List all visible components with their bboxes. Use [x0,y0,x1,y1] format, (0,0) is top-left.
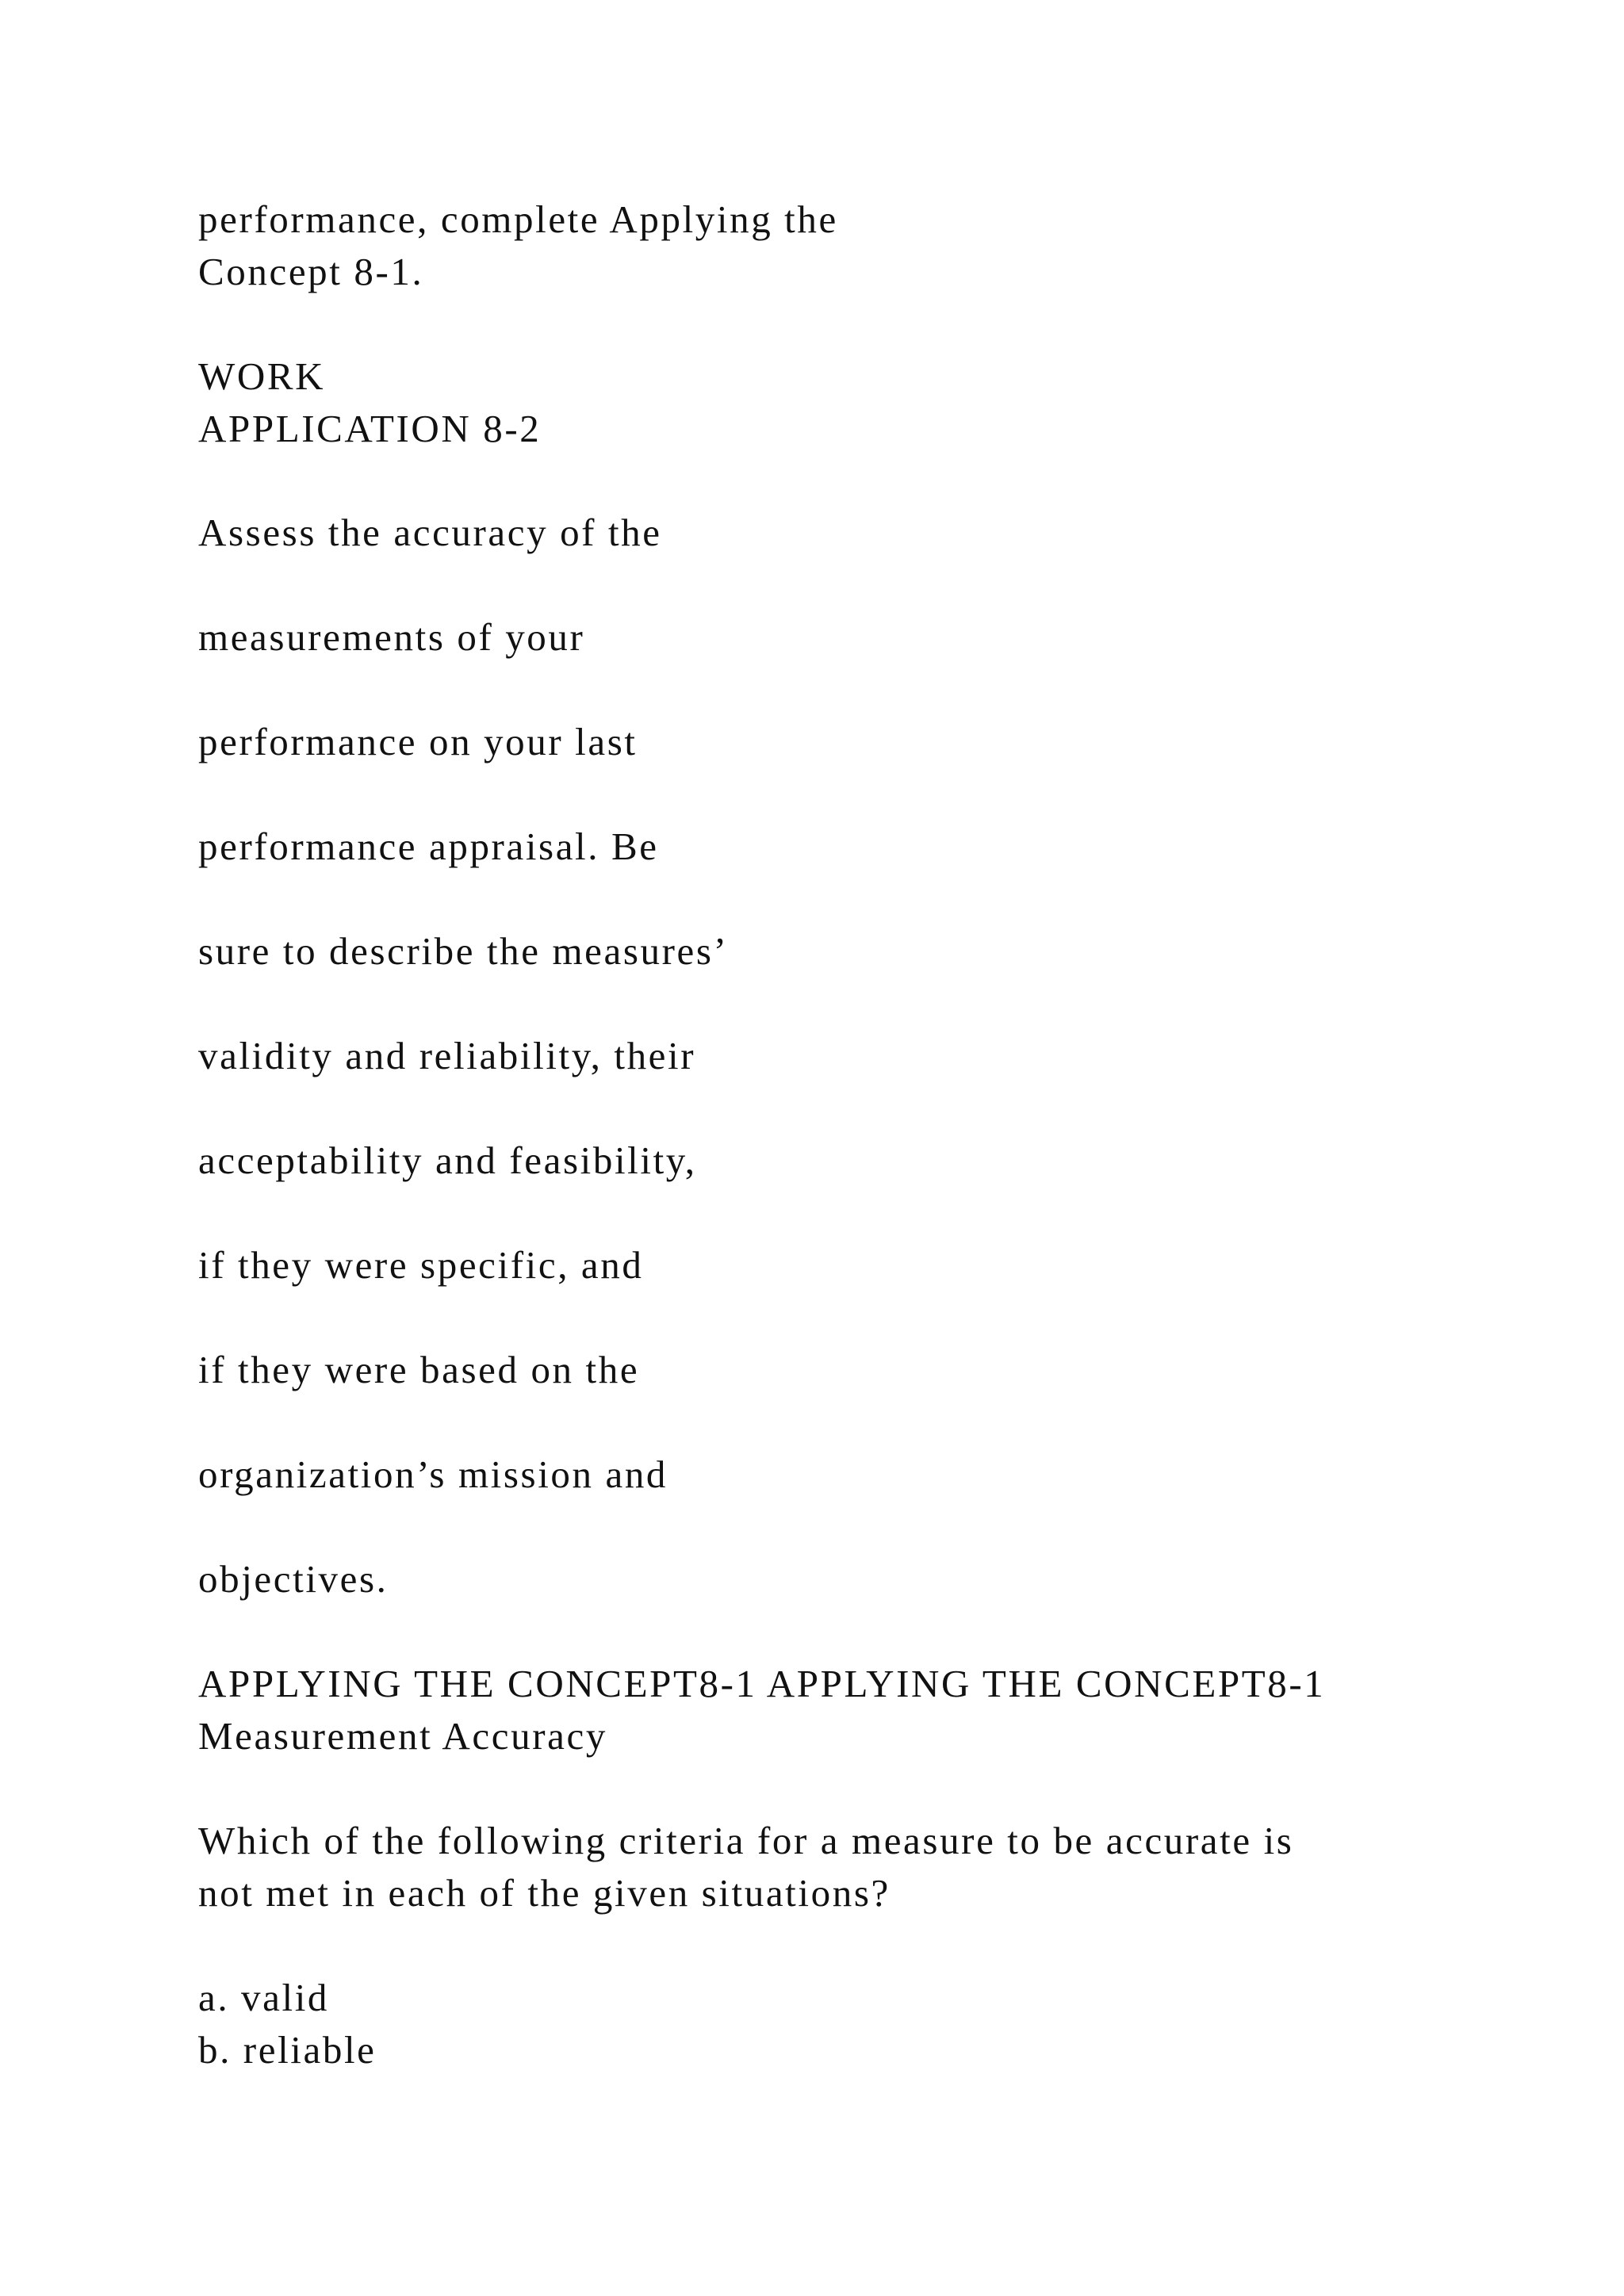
question-line-2: not met in each of the given situations? [198,1871,891,1915]
applying-concept-heading-line-2: Measurement Accuracy [198,1714,607,1758]
work-application-body-line: measurements of your [198,615,585,659]
work-application-heading-line-1: WORK [198,354,326,398]
work-application-body-line: performance on your last [198,720,638,763]
work-application-body-line: organization’s mission and [198,1452,668,1496]
work-application-body-line: objectives. [198,1557,389,1601]
work-application-heading-line-2: APPLICATION 8-2 [198,407,542,450]
work-application-body-line: Assess the accuracy of the [198,511,662,554]
work-application-body-line: sure to describe the measures’ [198,929,729,973]
work-application-body-line: if they were based on the [198,1348,640,1391]
work-application-body-line: if they were specific, and [198,1243,644,1287]
work-application-body-line: performance appraisal. Be [198,825,659,868]
work-application-body-line: acceptability and feasibility, [198,1138,697,1182]
work-application-body-line: validity and reliability, their [198,1034,696,1077]
applying-concept-heading-line-1: APPLYING THE CONCEPT8-1 APPLYING THE CONCEPT8-1 [198,1662,1326,1705]
option-valid: a. valid [198,1976,330,2019]
intro-line-1: performance, complete Applying the [198,197,838,241]
intro-line-2: Concept 8-1. [198,250,424,293]
question-line-1: Which of the following criteria for a measure to be accurate is [198,1819,1294,1862]
option-reliable: b. reliable [198,2028,377,2072]
